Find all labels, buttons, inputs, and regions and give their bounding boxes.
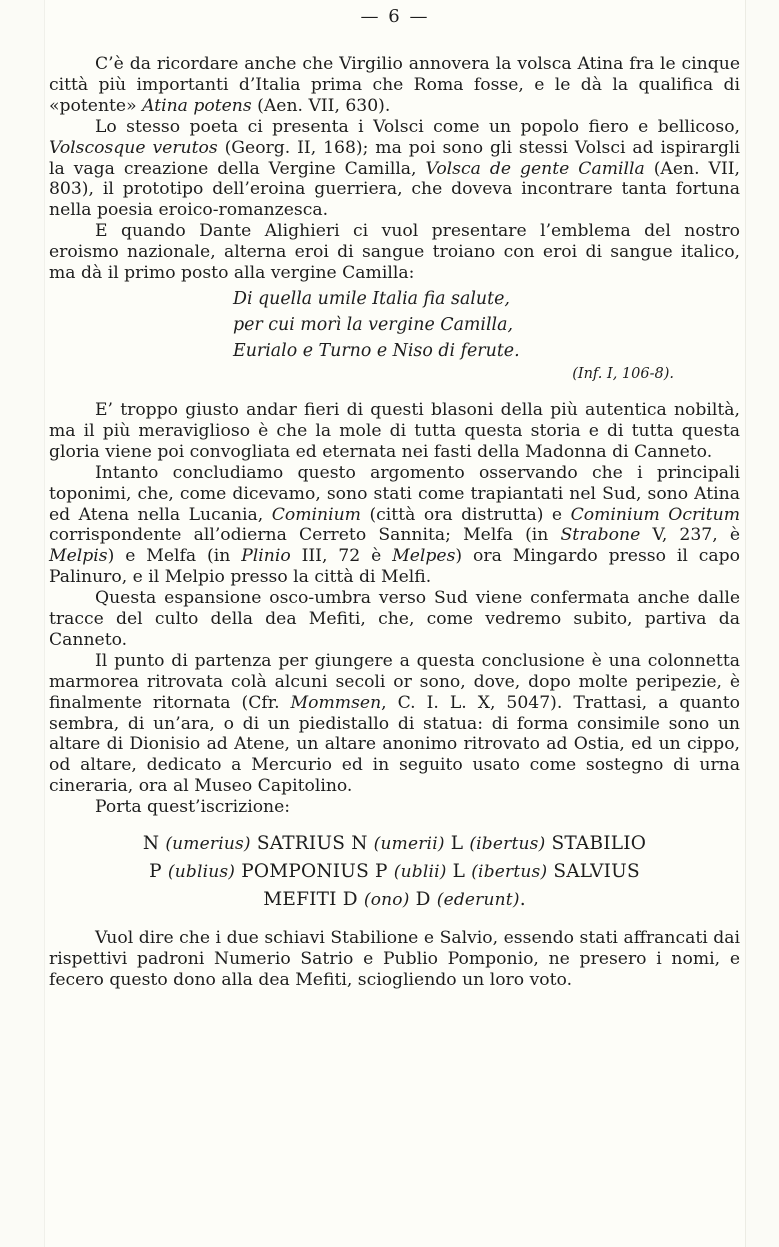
paragraph: E’ troppo giusto andar fieri di questi blasoni della più autentica nobiltà, ma il più meraviglioso è che la mole di tutta questa storia e di tutta questa gloria viene poi convogliata ed eternata nei fasti della Madonna di Canneto. <box>49 399 740 462</box>
paragraph: Questa espansione osco-umbra verso Sud viene confermata anche dalle tracce del culto della dea Mefiti, che, come vedremo subito, partiva da Canneto. <box>49 588 740 650</box>
body-text <box>49 54 740 991</box>
paragraph: C’è da ricordare anche che Virgilio annovera la volsca Atina fra le cinque città più importanti d’Italia prima che Roma fosse, e le dà la qualifica di «potente» Atina potens (Aen. VII, 630). <box>49 54 740 116</box>
paragraph: E quando Dante Alighieri ci vuol presentare l’emblema del nostro eroismo nazionale, alterna eroi di sangue troiano con eroi di sangue italico, ma dà il primo posto alla vergine Camilla: <box>49 221 740 284</box>
inscription-line: MEFITI D (ono) D (ederunt). <box>263 889 526 911</box>
verse-line: Eurialo e Turno e Niso di ferute. <box>233 340 520 361</box>
verse-line: Di quella umile Italia fia salute, <box>233 288 510 309</box>
paragraph: Lo stesso poeta ci presenta i Volsci come un popolo fiero e bellicoso, Volscosque verutos (Georg. II, 168); ma poi sono gli stessi Volsci ad ispirargli la vaga creazione della Vergine Camilla, Volsca de gente Camilla (Aen. VII, 803), il prototipo dell’eroina guerriera, che doveva incontrare tanta fortuna nella poesia eroico-romanzesca. <box>49 116 740 221</box>
paragraph: Intanto concludiamo questo argomento osservando che i principali toponimi, che, come dicevamo, sono stati come trapiantati nel Sud, sono Atina ed Atena nella Lucania, Cominium (città ora distrutta) e Cominium Ocritum corrispondente all’odierna Cerreto Sannita; Melfa (in Strabone V, 237, è Melpis) e Melfa (in Plinio III, 72 è Melpes) ora Mingardo presso il capo Palinuro, e il Melpio presso la città di Melfi. <box>49 462 741 588</box>
verse-reference: (Inf. I, 106-8). <box>572 365 674 382</box>
paragraph: Porta quest’iscrizione: <box>95 797 291 818</box>
page-number: — 6 — <box>360 6 430 27</box>
paragraph: Vuol dire che i due schiavi Stabilione e Salvio, essendo stati affrancati dai rispettivi padroni Numerio Satrio e Publio Pomponio, ne presero i nomi, e fecero questo dono alla dea Mefiti, sciogliendo un loro voto. <box>49 928 740 990</box>
inscription-line: P (ublius) POMPONIUS P (ublii) L (ibertus) SALVIUS <box>149 861 640 883</box>
verse-line: per cui morì la vergine Camilla, <box>233 314 514 335</box>
dante-quotation <box>49 286 740 384</box>
paragraph: Il punto di partenza per giungere a questa conclusione è una colonnetta marmorea ritrovata colà alcuni secoli or sono, dove, dopo molte peripezie, è finalmente ritornata (Cfr. Mommsen, C. I. L. X, 5047). Trattasi, a quanto sembra, di un’ara, o di un piedistallo di statua: di forma consimile sono un altare di Dionisio ad Atene, un altare anonimo ritrovato ad Ostia, ed un cippo, od altare, dedicato a Mercurio ed in seguito usato come sostegno di urna cineraria, ora al Museo Capitolino. <box>49 650 740 797</box>
inscription <box>49 830 740 914</box>
inscription-line: N (umerius) SATRIUS N (umerii) L (ibertus) STABILIO <box>142 833 647 855</box>
book-page <box>44 0 746 1247</box>
